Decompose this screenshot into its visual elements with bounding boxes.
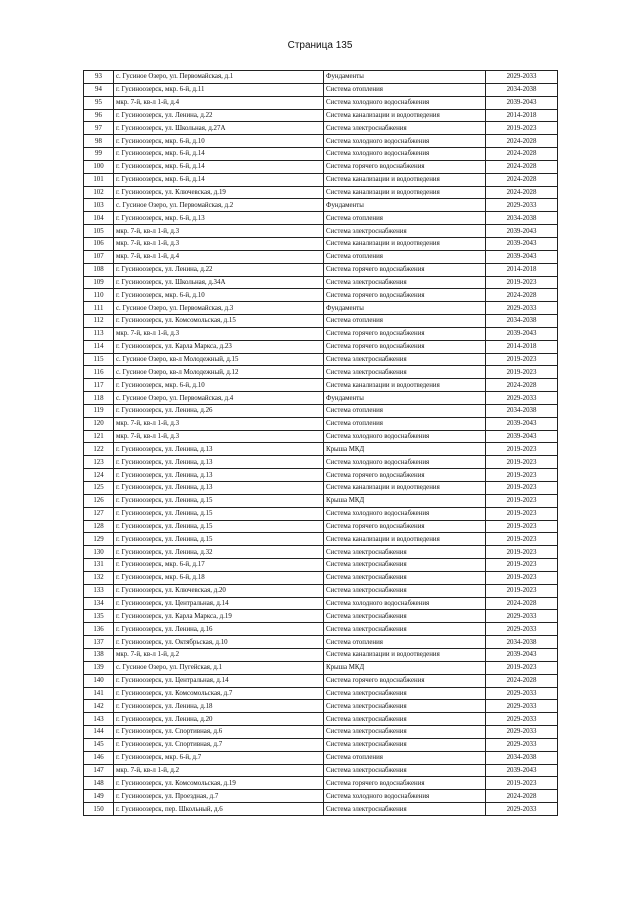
repair-period-cell: 2029-2033 xyxy=(486,302,558,315)
structural-element-cell: Система горячего водоснабжения xyxy=(324,674,486,687)
address-cell: с. Гусиное Озеро, ул. Первомайская, д.3 xyxy=(114,302,324,315)
structural-element-cell: Система отопления xyxy=(324,83,486,96)
structural-element-cell: Фундаменты xyxy=(324,302,486,315)
structural-element-cell: Фундаменты xyxy=(324,71,486,84)
address-cell: г. Гусиноозерск, ул. Школьная, д.34А xyxy=(114,276,324,289)
table-row xyxy=(84,507,558,520)
table-row xyxy=(84,777,558,790)
row-number-cell: 108 xyxy=(84,263,114,276)
structural-element-cell: Система холодного водоснабжения xyxy=(324,135,486,148)
address-cell: г. Гусиноозерск, мкр. 6-й, д.17 xyxy=(114,559,324,572)
table-row xyxy=(84,327,558,340)
table-row xyxy=(84,751,558,764)
structural-element-cell: Система холодного водоснабжения xyxy=(324,790,486,803)
repair-period-cell: 2024-2028 xyxy=(486,379,558,392)
address-cell: с. Гусиное Озеро, кв-л Молодежный, д.15 xyxy=(114,353,324,366)
structural-element-cell: Система электроснабжения xyxy=(324,546,486,559)
table-row xyxy=(84,687,558,700)
row-number-cell: 114 xyxy=(84,340,114,353)
row-number-cell: 128 xyxy=(84,520,114,533)
row-number-cell: 97 xyxy=(84,122,114,135)
address-cell: г. Гусиноозерск, ул. Школьная, д.27А xyxy=(114,122,324,135)
structural-element-cell: Система горячего водоснабжения xyxy=(324,289,486,302)
structural-element-cell: Система отопления xyxy=(324,636,486,649)
structural-element-cell: Система горячего водоснабжения xyxy=(324,777,486,790)
structural-element-cell: Система холодного водоснабжения xyxy=(324,96,486,109)
repair-period-cell: 2024-2028 xyxy=(486,289,558,302)
row-number-cell: 150 xyxy=(84,803,114,816)
address-cell: г. Гусиноозерск, мкр. 6-й, д.10 xyxy=(114,135,324,148)
table-row xyxy=(84,623,558,636)
row-number-cell: 110 xyxy=(84,289,114,302)
address-cell: мкр. 7-й, кв-л 1-й, д.3 xyxy=(114,417,324,430)
repair-period-cell: 2039-2043 xyxy=(486,417,558,430)
address-cell: г. Гусиноозерск, мкр. 6-й, д.10 xyxy=(114,289,324,302)
row-number-cell: 146 xyxy=(84,751,114,764)
address-cell: г. Гусиноозерск, ул. Ленина, д.13 xyxy=(114,443,324,456)
address-cell: г. Гусиноозерск, ул. Комсомольская, д.15 xyxy=(114,315,324,328)
table-row xyxy=(84,494,558,507)
address-cell: г. Гусиноозерск, ул. Комсомольская, д.19 xyxy=(114,777,324,790)
repair-period-cell: 2019-2023 xyxy=(486,443,558,456)
structural-element-cell: Система отопления xyxy=(324,315,486,328)
address-cell: г. Гусиноозерск, ул. Ленина, д.13 xyxy=(114,456,324,469)
address-cell: г. Гусиноозерск, мкр. 6-й, д.13 xyxy=(114,212,324,225)
address-cell: г. Гусиноозерск, мкр. 6-й, д.14 xyxy=(114,173,324,186)
repair-period-cell: 2019-2023 xyxy=(486,494,558,507)
address-cell: г. Гусиноозерск, ул. Ленина, д.16 xyxy=(114,623,324,636)
repair-period-cell: 2034-2038 xyxy=(486,315,558,328)
address-cell: мкр. 7-й, кв-л 1-й, д.3 xyxy=(114,225,324,238)
registry-table xyxy=(83,70,558,816)
repair-period-cell: 2024-2028 xyxy=(486,186,558,199)
table-row xyxy=(84,610,558,623)
row-number-cell: 145 xyxy=(84,738,114,751)
structural-element-cell: Система холодного водоснабжения xyxy=(324,597,486,610)
table-row xyxy=(84,379,558,392)
address-cell: г. Гусиноозерск, ул. Ленина, д.22 xyxy=(114,109,324,122)
table-row xyxy=(84,482,558,495)
address-cell: г. Гусиноозерск, ул. Ленина, д.15 xyxy=(114,507,324,520)
address-cell: г. Гусиноозерск, ул. Ленина, д.32 xyxy=(114,546,324,559)
structural-element-cell: Крыша МКД xyxy=(324,494,486,507)
address-cell: г. Гусиноозерск, ул. Октябрьская, д.10 xyxy=(114,636,324,649)
table-row xyxy=(84,713,558,726)
row-number-cell: 95 xyxy=(84,96,114,109)
repair-period-cell: 2029-2033 xyxy=(486,700,558,713)
table-row xyxy=(84,661,558,674)
table-row xyxy=(84,122,558,135)
structural-element-cell: Система электроснабжения xyxy=(324,559,486,572)
repair-period-cell: 2034-2038 xyxy=(486,83,558,96)
row-number-cell: 135 xyxy=(84,610,114,623)
structural-element-cell: Система электроснабжения xyxy=(324,571,486,584)
structural-element-cell: Система канализации и водоотведения xyxy=(324,109,486,122)
structural-element-cell: Система горячего водоснабжения xyxy=(324,520,486,533)
repair-period-cell: 2029-2033 xyxy=(486,392,558,405)
table-row xyxy=(84,340,558,353)
table-row xyxy=(84,469,558,482)
row-number-cell: 141 xyxy=(84,687,114,700)
repair-period-cell: 2014-2018 xyxy=(486,340,558,353)
address-cell: г. Гусиноозерск, ул. Ленина, д.13 xyxy=(114,482,324,495)
structural-element-cell: Фундаменты xyxy=(324,392,486,405)
table-row xyxy=(84,186,558,199)
address-cell: г. Гусиноозерск, ул. Комсомольская, д.7 xyxy=(114,687,324,700)
structural-element-cell: Система холодного водоснабжения xyxy=(324,507,486,520)
structural-element-cell: Система канализации и водоотведения xyxy=(324,173,486,186)
row-number-cell: 125 xyxy=(84,482,114,495)
row-number-cell: 106 xyxy=(84,237,114,250)
row-number-cell: 107 xyxy=(84,250,114,263)
row-number-cell: 132 xyxy=(84,571,114,584)
table-row xyxy=(84,404,558,417)
structural-element-cell: Система электроснабжения xyxy=(324,353,486,366)
address-cell: с. Гусиное Озеро, ул. Первомайская, д.1 xyxy=(114,71,324,84)
row-number-cell: 140 xyxy=(84,674,114,687)
structural-element-cell: Система электроснабжения xyxy=(324,700,486,713)
address-cell: г. Гусиноозерск, мкр. 6-й, д.7 xyxy=(114,751,324,764)
row-number-cell: 94 xyxy=(84,83,114,96)
table-row xyxy=(84,546,558,559)
address-cell: г. Гусиноозерск, ул. Ленина, д.15 xyxy=(114,520,324,533)
structural-element-cell: Система холодного водоснабжения xyxy=(324,430,486,443)
row-number-cell: 137 xyxy=(84,636,114,649)
row-number-cell: 120 xyxy=(84,417,114,430)
repair-period-cell: 2019-2023 xyxy=(486,507,558,520)
repair-period-cell: 2039-2043 xyxy=(486,250,558,263)
row-number-cell: 104 xyxy=(84,212,114,225)
address-cell: мкр. 7-й, кв-л 1-й, д.3 xyxy=(114,237,324,250)
structural-element-cell: Крыша МКД xyxy=(324,443,486,456)
repair-period-cell: 2019-2023 xyxy=(486,661,558,674)
repair-period-cell: 2019-2023 xyxy=(486,777,558,790)
table-row xyxy=(84,764,558,777)
row-number-cell: 126 xyxy=(84,494,114,507)
address-cell: мкр. 7-й, кв-л 1-й, д.2 xyxy=(114,764,324,777)
table-row xyxy=(84,674,558,687)
row-number-cell: 115 xyxy=(84,353,114,366)
structural-element-cell: Система канализации и водоотведения xyxy=(324,533,486,546)
table-row xyxy=(84,109,558,122)
table-row xyxy=(84,559,558,572)
row-number-cell: 113 xyxy=(84,327,114,340)
row-number-cell: 112 xyxy=(84,315,114,328)
address-cell: г. Гусиноозерск, ул. Центральная, д.14 xyxy=(114,597,324,610)
address-cell: г. Гусиноозерск, ул. Спортивная, д.6 xyxy=(114,726,324,739)
repair-period-cell: 2014-2018 xyxy=(486,263,558,276)
row-number-cell: 93 xyxy=(84,71,114,84)
table-row xyxy=(84,533,558,546)
structural-element-cell: Система горячего водоснабжения xyxy=(324,340,486,353)
address-cell: с. Гусиное Озеро, кв-л Молодежный, д.12 xyxy=(114,366,324,379)
repair-period-cell: 2024-2028 xyxy=(486,135,558,148)
address-cell: мкр. 7-й, кв-л 1-й, д.4 xyxy=(114,96,324,109)
row-number-cell: 119 xyxy=(84,404,114,417)
table-row xyxy=(84,263,558,276)
row-number-cell: 99 xyxy=(84,148,114,161)
table-row xyxy=(84,173,558,186)
row-number-cell: 147 xyxy=(84,764,114,777)
structural-element-cell: Система электроснабжения xyxy=(324,764,486,777)
repair-period-cell: 2029-2033 xyxy=(486,610,558,623)
structural-element-cell: Система электроснабжения xyxy=(324,366,486,379)
table-row xyxy=(84,212,558,225)
structural-element-cell: Система холодного водоснабжения xyxy=(324,456,486,469)
structural-element-cell: Система холодного водоснабжения xyxy=(324,148,486,161)
structural-element-cell: Система электроснабжения xyxy=(324,713,486,726)
address-cell: г. Гусиноозерск, ул. Ленина, д.13 xyxy=(114,469,324,482)
repair-period-cell: 2014-2018 xyxy=(486,109,558,122)
row-number-cell: 148 xyxy=(84,777,114,790)
repair-period-cell: 2019-2023 xyxy=(486,559,558,572)
table-row xyxy=(84,135,558,148)
row-number-cell: 139 xyxy=(84,661,114,674)
table-row xyxy=(84,571,558,584)
table-row xyxy=(84,726,558,739)
address-cell: мкр. 7-й, кв-л 1-й, д.4 xyxy=(114,250,324,263)
structural-element-cell: Система канализации и водоотведения xyxy=(324,648,486,661)
address-cell: г. Гусиноозерск, мкр. 6-й, д.14 xyxy=(114,160,324,173)
table-row xyxy=(84,199,558,212)
address-cell: г. Гусиноозерск, ул. Ленина, д.20 xyxy=(114,713,324,726)
address-cell: г. Гусиноозерск, мкр. 6-й, д.14 xyxy=(114,148,324,161)
repair-period-cell: 2019-2023 xyxy=(486,520,558,533)
structural-element-cell: Фундаменты xyxy=(324,199,486,212)
structural-element-cell: Система электроснабжения xyxy=(324,276,486,289)
repair-period-cell: 2034-2038 xyxy=(486,404,558,417)
address-cell: г. Гусиноозерск, ул. Карла Маркса, д.23 xyxy=(114,340,324,353)
repair-period-cell: 2019-2023 xyxy=(486,546,558,559)
structural-element-cell: Система электроснабжения xyxy=(324,623,486,636)
table-row xyxy=(84,96,558,109)
table-row xyxy=(84,250,558,263)
row-number-cell: 136 xyxy=(84,623,114,636)
address-cell: г. Гусиноозерск, ул. Ленина, д.15 xyxy=(114,494,324,507)
structural-element-cell: Система горячего водоснабжения xyxy=(324,469,486,482)
row-number-cell: 109 xyxy=(84,276,114,289)
address-cell: г. Гусиноозерск, мкр. 6-й, д.18 xyxy=(114,571,324,584)
table-row xyxy=(84,276,558,289)
structural-element-cell: Система электроснабжения xyxy=(324,803,486,816)
structural-element-cell: Система отопления xyxy=(324,751,486,764)
table-row xyxy=(84,648,558,661)
page-title: Страница 135 xyxy=(287,40,353,51)
row-number-cell: 129 xyxy=(84,533,114,546)
repair-period-cell: 2034-2038 xyxy=(486,636,558,649)
table-row xyxy=(84,160,558,173)
address-cell: г. Гусиноозерск, ул. Ключевская, д.19 xyxy=(114,186,324,199)
row-number-cell: 134 xyxy=(84,597,114,610)
repair-period-cell: 2024-2028 xyxy=(486,674,558,687)
row-number-cell: 98 xyxy=(84,135,114,148)
structural-element-cell: Система канализации и водоотведения xyxy=(324,237,486,250)
address-cell: г. Гусиноозерск, ул. Карла Маркса, д.19 xyxy=(114,610,324,623)
row-number-cell: 144 xyxy=(84,726,114,739)
address-cell: мкр. 7-й, кв-л 1-й, д.2 xyxy=(114,648,324,661)
repair-period-cell: 2029-2033 xyxy=(486,738,558,751)
address-cell: г. Гусиноозерск, ул. Ленина, д.26 xyxy=(114,404,324,417)
table-row xyxy=(84,148,558,161)
address-cell: мкр. 7-й, кв-л 1-й, д.3 xyxy=(114,430,324,443)
table-row xyxy=(84,353,558,366)
row-number-cell: 123 xyxy=(84,456,114,469)
repair-period-cell: 2039-2043 xyxy=(486,764,558,777)
repair-period-cell: 2019-2023 xyxy=(486,122,558,135)
structural-element-cell: Система горячего водоснабжения xyxy=(324,160,486,173)
table-row xyxy=(84,520,558,533)
row-number-cell: 102 xyxy=(84,186,114,199)
repair-period-cell: 2029-2033 xyxy=(486,803,558,816)
repair-period-cell: 2024-2028 xyxy=(486,173,558,186)
structural-element-cell: Система отопления xyxy=(324,417,486,430)
repair-period-cell: 2019-2023 xyxy=(486,353,558,366)
repair-period-cell: 2039-2043 xyxy=(486,327,558,340)
repair-period-cell: 2029-2033 xyxy=(486,71,558,84)
structural-element-cell: Система горячего водоснабжения xyxy=(324,263,486,276)
repair-period-cell: 2029-2033 xyxy=(486,199,558,212)
repair-period-cell: 2019-2023 xyxy=(486,469,558,482)
repair-period-cell: 2024-2028 xyxy=(486,597,558,610)
table-row xyxy=(84,366,558,379)
table-row xyxy=(84,738,558,751)
address-cell: с. Гусиное Озеро, ул. Пугейская, д.1 xyxy=(114,661,324,674)
structural-element-cell: Система электроснабжения xyxy=(324,738,486,751)
repair-period-cell: 2034-2038 xyxy=(486,212,558,225)
repair-period-cell: 2029-2033 xyxy=(486,713,558,726)
address-cell: с. Гусиное Озеро, ул. Первомайская, д.4 xyxy=(114,392,324,405)
structural-element-cell: Система электроснабжения xyxy=(324,726,486,739)
structural-element-cell: Система электроснабжения xyxy=(324,584,486,597)
row-number-cell: 133 xyxy=(84,584,114,597)
row-number-cell: 116 xyxy=(84,366,114,379)
address-cell: г. Гусиноозерск, ул. Спортивная, д.7 xyxy=(114,738,324,751)
table-row xyxy=(84,392,558,405)
address-cell: г. Гусиноозерск, ул. Ключевская, д.20 xyxy=(114,584,324,597)
repair-period-cell: 2019-2023 xyxy=(486,584,558,597)
structural-element-cell: Система отопления xyxy=(324,212,486,225)
repair-period-cell: 2019-2023 xyxy=(486,366,558,379)
row-number-cell: 121 xyxy=(84,430,114,443)
table-row xyxy=(84,225,558,238)
table-row xyxy=(84,636,558,649)
structural-element-cell: Система отопления xyxy=(324,250,486,263)
repair-period-cell: 2019-2023 xyxy=(486,482,558,495)
structural-element-cell: Система электроснабжения xyxy=(324,225,486,238)
address-cell: мкр. 7-й, кв-л 1-й, д.3 xyxy=(114,327,324,340)
repair-period-cell: 2024-2028 xyxy=(486,148,558,161)
table-row xyxy=(84,417,558,430)
table-row xyxy=(84,584,558,597)
repair-period-cell: 2039-2043 xyxy=(486,96,558,109)
structural-element-cell: Система канализации и водоотведения xyxy=(324,482,486,495)
structural-element-cell: Система электроснабжения xyxy=(324,687,486,700)
table-row xyxy=(84,790,558,803)
row-number-cell: 103 xyxy=(84,199,114,212)
row-number-cell: 142 xyxy=(84,700,114,713)
table-row xyxy=(84,315,558,328)
registry-table-body xyxy=(84,71,558,816)
table-row xyxy=(84,83,558,96)
table-row xyxy=(84,71,558,84)
structural-element-cell: Система канализации и водоотведения xyxy=(324,379,486,392)
structural-element-cell: Система электроснабжения xyxy=(324,610,486,623)
repair-period-cell: 2039-2043 xyxy=(486,237,558,250)
row-number-cell: 96 xyxy=(84,109,114,122)
repair-period-cell: 2034-2038 xyxy=(486,751,558,764)
row-number-cell: 105 xyxy=(84,225,114,238)
address-cell: г. Гусиноозерск, ул. Ленина, д.18 xyxy=(114,700,324,713)
row-number-cell: 127 xyxy=(84,507,114,520)
repair-period-cell: 2024-2028 xyxy=(486,790,558,803)
repair-period-cell: 2039-2043 xyxy=(486,648,558,661)
table-row xyxy=(84,443,558,456)
row-number-cell: 149 xyxy=(84,790,114,803)
repair-period-cell: 2019-2023 xyxy=(486,533,558,546)
row-number-cell: 111 xyxy=(84,302,114,315)
row-number-cell: 131 xyxy=(84,559,114,572)
address-cell: г. Гусиноозерск, пер. Школьный, д.6 xyxy=(114,803,324,816)
address-cell: г. Гусиноозерск, ул. Проездная, д.7 xyxy=(114,790,324,803)
table-row xyxy=(84,430,558,443)
structural-element-cell: Крыша МКД xyxy=(324,661,486,674)
address-cell: г. Гусиноозерск, ул. Центральная, д.14 xyxy=(114,674,324,687)
address-cell: г. Гусиноозерск, ул. Ленина, д.22 xyxy=(114,263,324,276)
row-number-cell: 122 xyxy=(84,443,114,456)
repair-period-cell: 2024-2028 xyxy=(486,160,558,173)
table-row xyxy=(84,803,558,816)
repair-period-cell: 2019-2023 xyxy=(486,276,558,289)
repair-period-cell: 2039-2043 xyxy=(486,225,558,238)
row-number-cell: 101 xyxy=(84,173,114,186)
address-cell: г. Гусиноозерск, ул. Ленина, д.15 xyxy=(114,533,324,546)
row-number-cell: 143 xyxy=(84,713,114,726)
address-cell: г. Гусиноозерск, мкр. 6-й, д.11 xyxy=(114,83,324,96)
repair-period-cell: 2029-2033 xyxy=(486,623,558,636)
repair-period-cell: 2019-2023 xyxy=(486,571,558,584)
structural-element-cell: Система горячего водоснабжения xyxy=(324,327,486,340)
row-number-cell: 130 xyxy=(84,546,114,559)
repair-period-cell: 2029-2033 xyxy=(486,687,558,700)
structural-element-cell: Система электроснабжения xyxy=(324,122,486,135)
structural-element-cell: Система отопления xyxy=(324,404,486,417)
row-number-cell: 118 xyxy=(84,392,114,405)
row-number-cell: 117 xyxy=(84,379,114,392)
structural-element-cell: Система канализации и водоотведения xyxy=(324,186,486,199)
repair-period-cell: 2039-2043 xyxy=(486,430,558,443)
table-row xyxy=(84,289,558,302)
repair-period-cell: 2029-2033 xyxy=(486,726,558,739)
repair-period-cell: 2019-2023 xyxy=(486,456,558,469)
table-row xyxy=(84,597,558,610)
address-cell: г. Гусиноозерск, мкр. 6-й, д.10 xyxy=(114,379,324,392)
table-row xyxy=(84,700,558,713)
row-number-cell: 124 xyxy=(84,469,114,482)
row-number-cell: 138 xyxy=(84,648,114,661)
address-cell: с. Гусиное Озеро, ул. Первомайская, д.2 xyxy=(114,199,324,212)
table-row xyxy=(84,237,558,250)
table-row xyxy=(84,302,558,315)
table-row xyxy=(84,456,558,469)
row-number-cell: 100 xyxy=(84,160,114,173)
